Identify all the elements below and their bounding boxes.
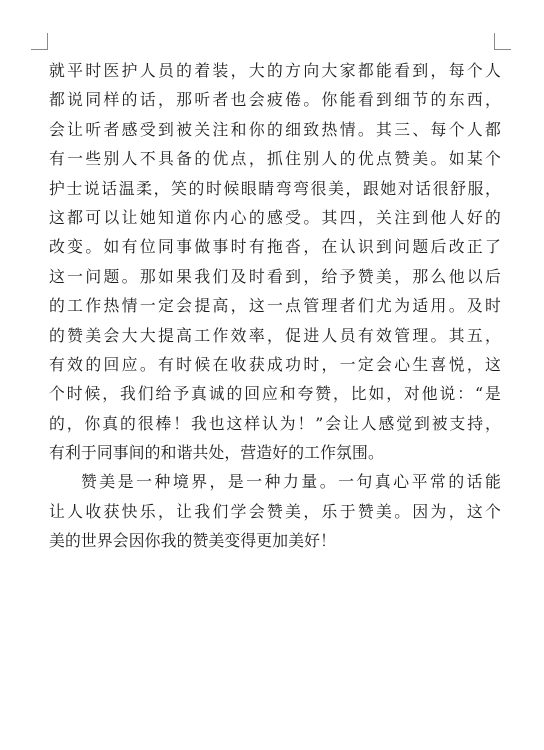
text-line: 都说同样的话，那听者也会疲倦。你能看到细节的东西， — [49, 90, 501, 110]
text-line: 有利于同事间的和谐共处，营造好的工作氛围。 — [49, 443, 384, 463]
text-line: 这都可以让她知道你内心的感受。其四，关注到他人好的 — [49, 207, 501, 227]
text-line: 个时候，我们给予真诚的回应和夸赞，比如，对他说：“是 — [49, 384, 501, 404]
text-line: 的赞美会大大提高工作效率，促进人员有效管理。其五， — [49, 325, 501, 345]
top-right-margin-mark — [494, 33, 511, 50]
text-line: 赞美是一种境界，是一种力量。一句真心平常的话能 — [81, 472, 501, 492]
text-line: 会让听者感受到被关注和你的细致热情。其三、每个人都 — [49, 119, 501, 139]
paragraph-1 — [49, 56, 501, 467]
text-line: 让人收获快乐，让我们学会赞美，乐于赞美。因为，这个 — [49, 501, 501, 521]
text-line: 这一问题。那如果我们及时看到，给予赞美，那么他以后 — [49, 266, 501, 286]
text-line: 改变。如有位同事做事时有拖沓，在认识到问题后改正了 — [49, 237, 501, 257]
text-line: 有效的回应。有时候在收获成功时，一定会心生喜悦，这 — [49, 354, 501, 374]
text-line: 的工作热情一定会提高，这一点管理者们尤为适用。及时 — [49, 296, 501, 316]
top-left-margin-mark — [31, 33, 48, 50]
text-line: 有一些别人不具备的优点，抓住别人的优点赞美。如某个 — [49, 149, 501, 169]
document-body — [49, 56, 501, 556]
text-line: 护士说话温柔，笑的时候眼睛弯弯很美，跟她对话很舒服， — [49, 178, 501, 198]
paragraph-2 — [49, 467, 501, 555]
text-line: 就平时医护人员的着装，大的方向大家都能看到，每个人 — [49, 61, 501, 80]
text-line: 的，你真的很棒！我也这样认为！”会让人感觉到被支持， — [49, 413, 501, 433]
text-line: 美的世界会因你我的赞美变得更加美好！ — [49, 531, 337, 551]
